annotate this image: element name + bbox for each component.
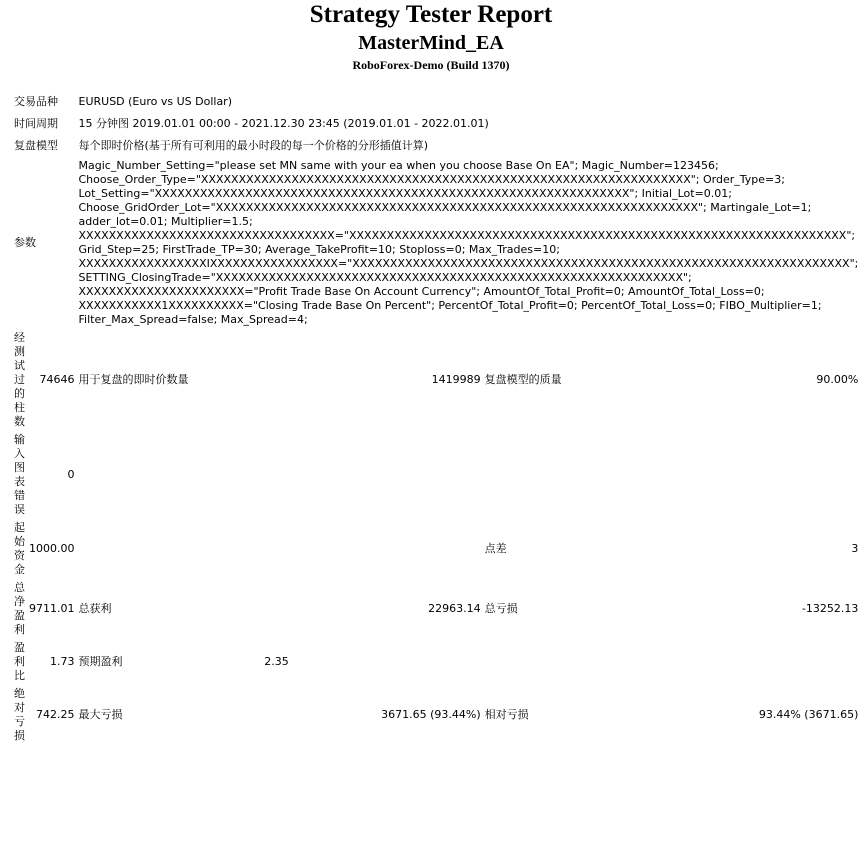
profit-factor-row <box>12 639 860 685</box>
errors-row <box>12 431 860 519</box>
net-profit-label: 总净盈利 <box>14 581 25 636</box>
params-value <box>77 157 861 329</box>
quality-value: 90.00% <box>816 373 859 386</box>
report-header <box>0 1 862 72</box>
model-row <box>12 135 860 157</box>
param-line: Choose_GridOrder_Lot="XXXXXXXXXXXXXXXXXXXXXXXXXXXXXXXXXXXXXXXXXXXXXXXXXXXXXXXXXXXXXXXX"; Martingale_Lot=1; <box>78 201 812 214</box>
deposit-label: 起始资金 <box>14 521 25 576</box>
spread-value: 3 <box>851 542 859 555</box>
period-label: 时间周期 <box>14 117 58 130</box>
param-line: XXXXXXXXXXXXXXXXXXXXXX="Profit Trade Base On Account Currency"; AmountOf_Total_Profit=0; AmountOf_Total_Loss=0; <box>78 285 765 298</box>
expected-payoff-label: 预期盈利 <box>78 655 123 668</box>
report-table <box>12 91 860 745</box>
errors-value: 0 <box>67 468 75 481</box>
profit-factor-value: 1.73 <box>50 655 75 668</box>
absolute-drawdown-value: 742.25 <box>36 708 75 721</box>
symbol-value: EURUSD (Euro vs US Dollar) <box>78 95 233 108</box>
quality-label: 复盘模型的质量 <box>484 373 562 386</box>
deposit-row <box>12 519 860 579</box>
net-profit-value: 9711.01 <box>29 602 75 615</box>
param-line: Lot_Setting="XXXXXXXXXXXXXXXXXXXXXXXXXXXXXXXXXXXXXXXXXXXXXXXXXXXXXXXXXXXXXXX"; Initial_Lot=0.01; <box>78 187 732 200</box>
max-drawdown-label: 最大亏损 <box>78 708 123 721</box>
absolute-drawdown-label: 绝对亏损 <box>14 687 25 742</box>
bars-row <box>12 329 860 431</box>
symbol-row <box>12 91 860 113</box>
errors-label: 输入图表错误 <box>14 433 25 516</box>
param-line: XXXXXXXXXXX1XXXXXXXXXX="Closing Trade Base On Percent"; PercentOf_Total_Profit=0; PercentOf_Total_Loss=0; FIBO_Multiplier=1; <box>78 299 822 312</box>
model-label: 复盘模型 <box>14 139 58 152</box>
drawdown-row <box>12 685 860 745</box>
profit-factor-label: 盈利比 <box>14 641 25 682</box>
bars-label: 经测试过的柱数 <box>14 331 25 428</box>
max-drawdown-value: 3671.65 (93.44%) <box>381 708 481 721</box>
ticks-label: 用于复盘的即时价数量 <box>78 373 189 386</box>
params-row <box>12 157 860 329</box>
ticks-value: 1419989 <box>431 373 481 386</box>
param-line: Choose_Order_Type="XXXXXXXXXXXXXXXXXXXXXXXXXXXXXXXXXXXXXXXXXXXXXXXXXXXXXXXXXXXXXXXXX"; Order_Type=3; <box>78 173 785 186</box>
param-line: Grid_Step=25; FirstTrade_TP=30; Average_TakeProfit=10; Stoploss=0; Max_Trades=10; <box>78 243 560 256</box>
param-line: Magic_Number_Setting="please set MN same with your ea when you choose Base On EA"; Magic_Number=123456; <box>78 159 719 172</box>
period-value: 15 分钟图 2019.01.01 00:00 - 2021.12.30 23:45 (2019.01.01 - 2022.01.01) <box>78 117 489 130</box>
gross-profit-value: 22963.14 <box>428 602 481 615</box>
param-line: SETTING_ClosingTrade="XXXXXXXXXXXXXXXXXXXXXXXXXXXXXXXXXXXXXXXXXXXXXXXXXXXXXXXXXXXXXX"; <box>78 271 692 284</box>
param-line: XXXXXXXXXXXXXXXXXIXXXXXXXXXXXXXXXXX="XXXXXXXXXXXXXXXXXXXXXXXXXXXXXXXXXXXXXXXXXXXXXXXXXXXXXXXXXXXXXXXXXX"; <box>78 257 859 270</box>
bars-value: 74646 <box>39 373 75 386</box>
params-label: 参数 <box>14 236 36 249</box>
spread-label: 点差 <box>484 542 507 555</box>
period-row <box>12 113 860 135</box>
param-line: adder_lot=0.01; Multiplier=1.5; <box>78 215 253 228</box>
gross-profit-label: 总获利 <box>78 602 112 615</box>
net-profit-row <box>12 579 860 639</box>
relative-drawdown-value: 93.44% (3671.65) <box>758 708 859 721</box>
model-value: 每个即时价格(基于所有可利用的最小时段的每一个价格的分形插值计算) <box>78 139 429 152</box>
param-line: XXXXXXXXXXXXXXXXXXXXXXXXXXXXXXXXXX="XXXXXXXXXXXXXXXXXXXXXXXXXXXXXXXXXXXXXXXXXXXXXXXXXXXXXXXXXXXXXXXXXX"; <box>78 229 856 242</box>
ea-name: MasterMind_EA <box>358 32 504 54</box>
param-line: Filter_Max_Spread=false; Max_Spread=4; <box>78 313 308 326</box>
expected-payoff-value: 2.35 <box>264 655 289 668</box>
deposit-value: 1000.00 <box>29 542 75 555</box>
gross-loss-value: -13252.13 <box>801 602 859 615</box>
gross-loss-label: 总亏损 <box>484 602 518 615</box>
broker-build: RoboForex-Demo (Build 1370) <box>352 58 510 72</box>
symbol-label: 交易品种 <box>14 95 58 108</box>
relative-drawdown-label: 相对亏损 <box>484 708 529 721</box>
report-title: Strategy Tester Report <box>309 1 553 28</box>
